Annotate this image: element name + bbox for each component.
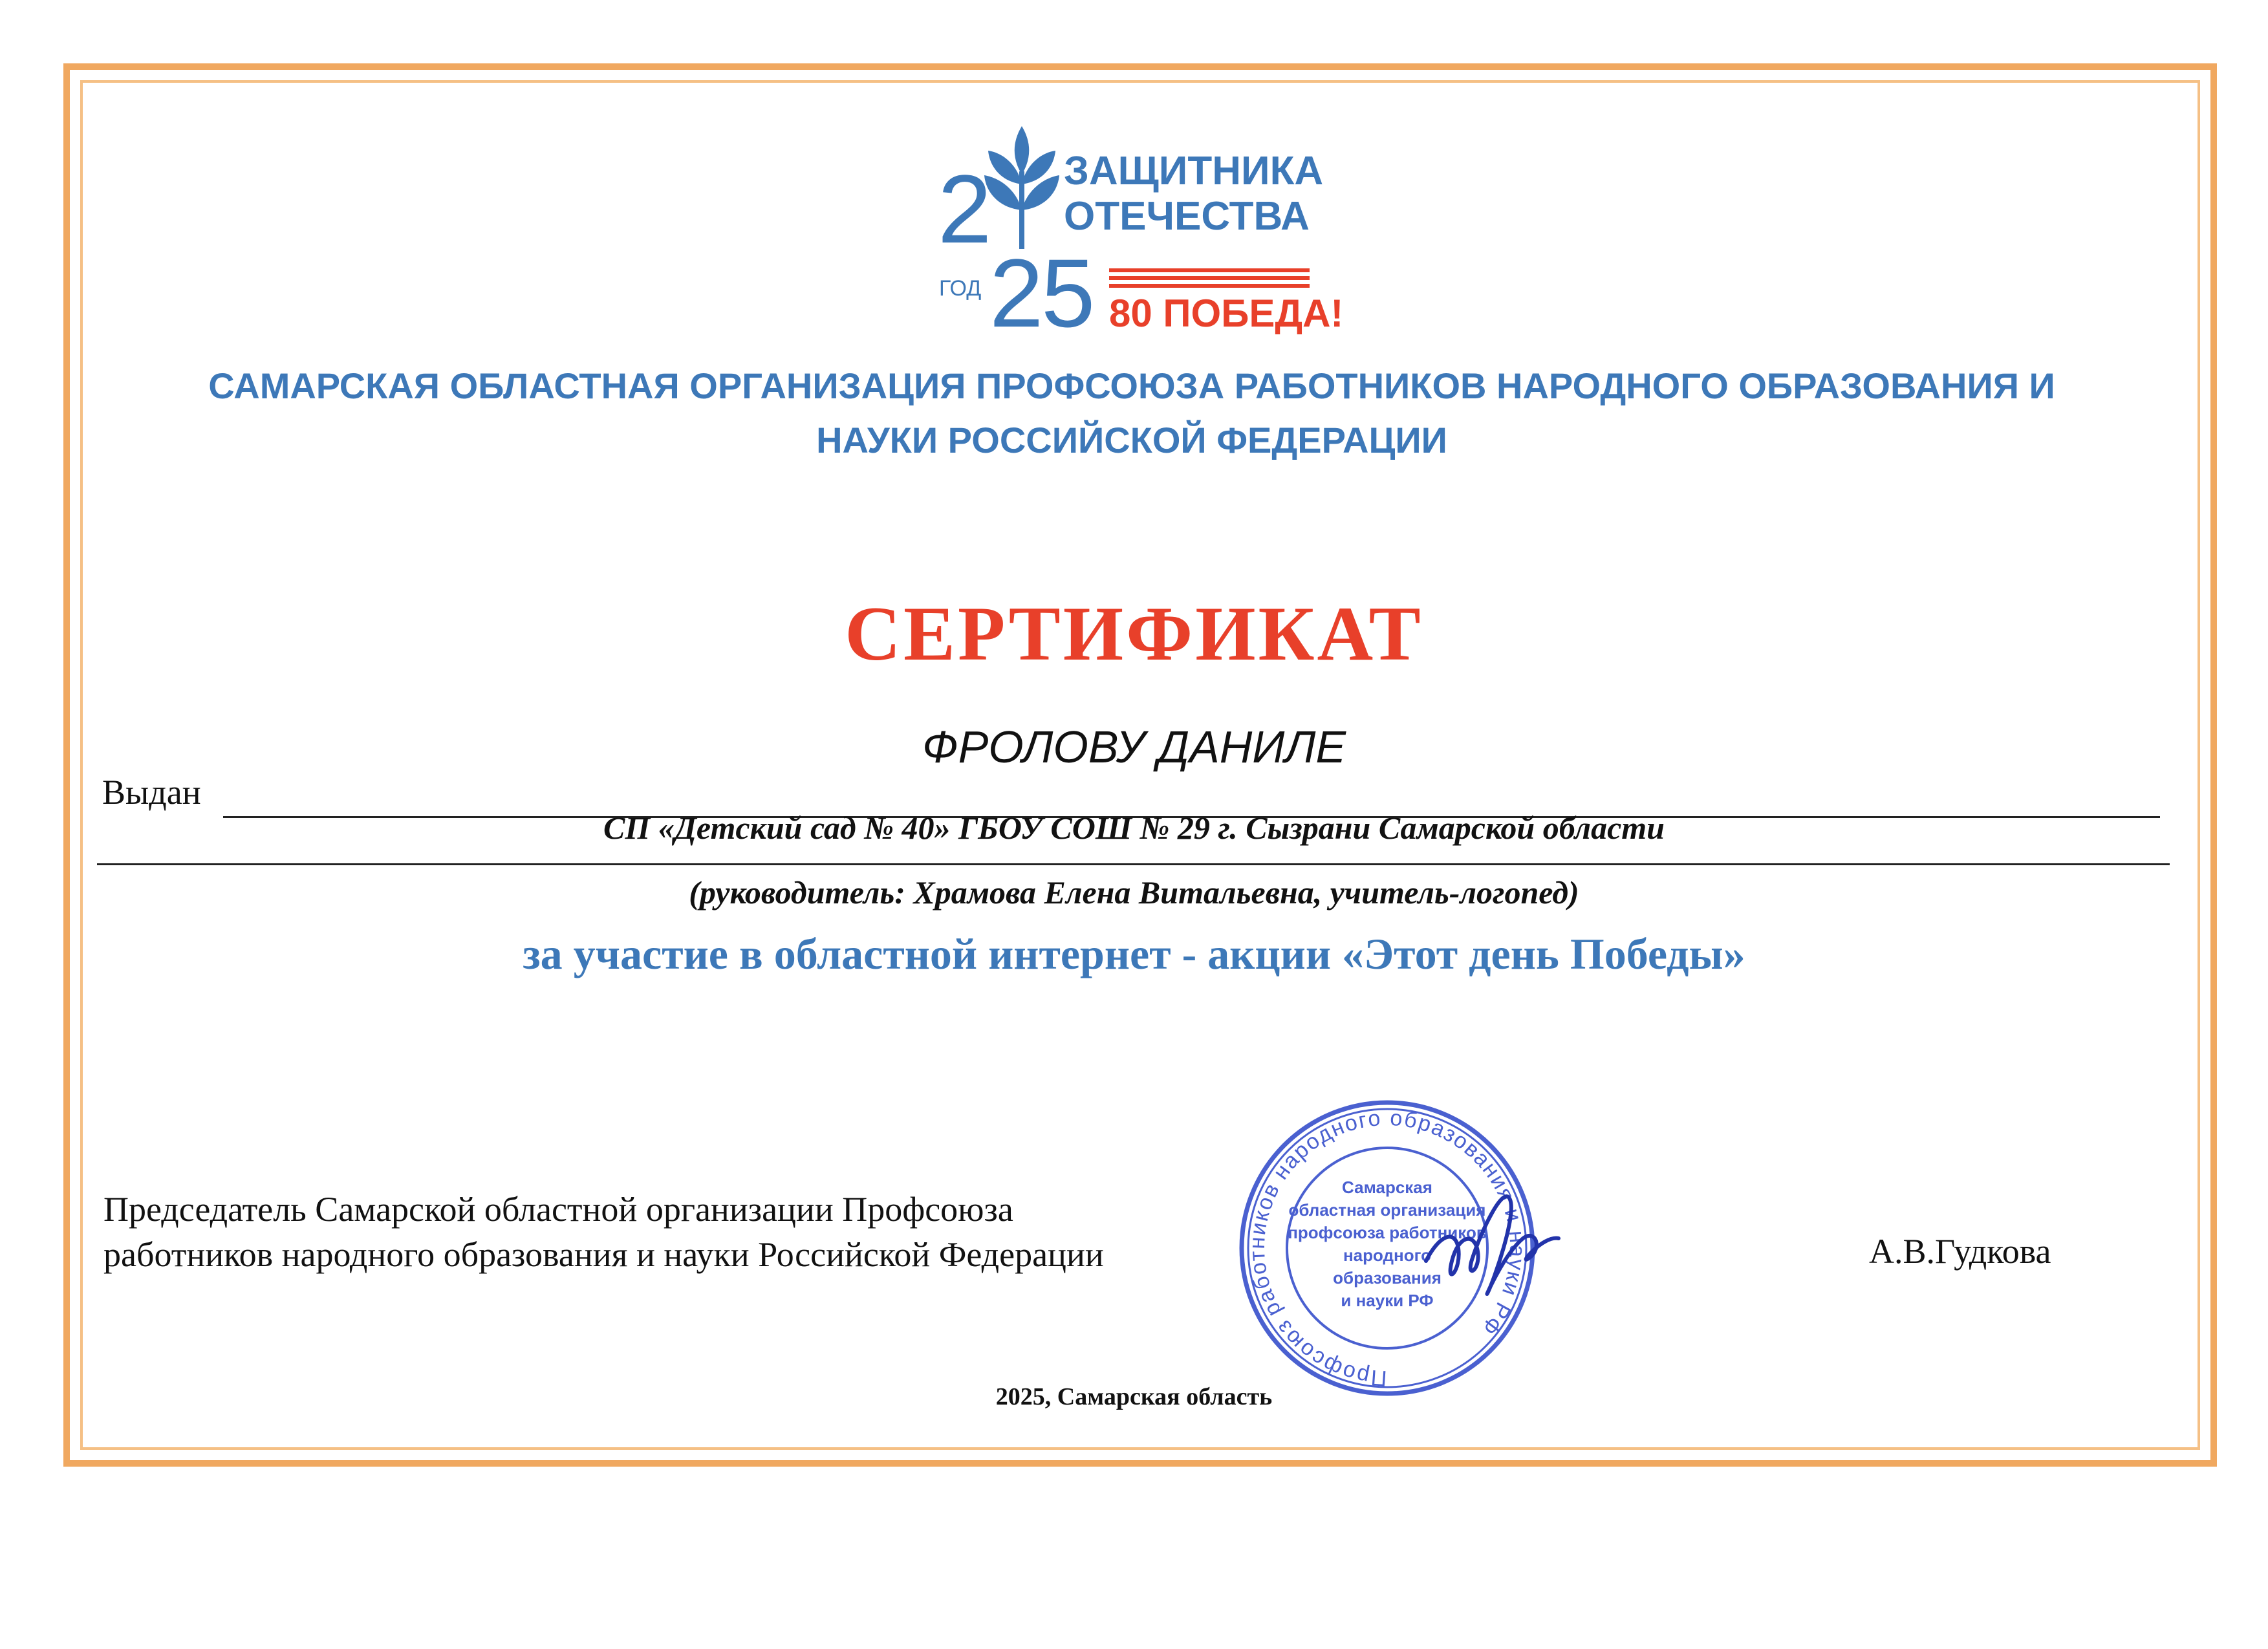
logo-year-word: ГОД [939, 276, 982, 301]
logo-digit-2-bottom: 2 [989, 239, 1044, 346]
stamp-center-line3: профсоюза работников [1288, 1223, 1487, 1242]
institution-name: СП «Детский сад № 40» ГБОУ СОШ № 29 г. Сызрани Самарской области [603, 810, 1665, 846]
stamp-center-line5: образования [1333, 1268, 1442, 1288]
stamp-center-line1: Самарская [1342, 1178, 1432, 1197]
chairman-title-line2: работников народного образования и науки Российской Федерации [103, 1235, 1104, 1274]
logo-victory-text: 80 ПОБЕДА! [1109, 292, 1344, 335]
supervisor-info: (руководитель: Храмова Елена Витальевна, учитель-логопед) [689, 874, 1579, 911]
chairman-name: А.В.Гудкова [1869, 1232, 2051, 1271]
stamp-ring-text: Профсоюз работников народного образования и науки РФ [1244, 1105, 1530, 1391]
logo-digit-2: 2 [938, 155, 992, 263]
organization-title-line2: НАУКИ РОССИЙСКОЙ ФЕДЕРАЦИИ [816, 420, 1447, 460]
issued-label: Выдан [102, 773, 201, 812]
recipient-name: ФРОЛОВУ ДАНИЛЕ [922, 722, 1346, 772]
organization-title-line1: САМАРСКАЯ ОБЛАСТНАЯ ОРГАНИЗАЦИЯ ПРОФСОЮЗА РАБОТНИКОВ НАРОДНОГО ОБРАЗОВАНИЯ И [208, 365, 2055, 406]
logo-stripes [1109, 268, 1310, 288]
organization-title [149, 359, 2115, 468]
certificate-title: СЕРТИФИКАТ [845, 590, 1423, 676]
stamp-center-line6: и науки РФ [1341, 1291, 1434, 1310]
logo-digit-5: 5 [1041, 239, 1096, 346]
institution-underline [97, 863, 2170, 865]
chairman-title [103, 1187, 1268, 1277]
logo-fatherland-text: ОТЕЧЕСТВА [1064, 194, 1310, 239]
stamp-center-line2: областная организация [1288, 1200, 1486, 1220]
official-stamp [1232, 1093, 1594, 1403]
stamp-center-line4: народного [1343, 1245, 1432, 1265]
year-2025-logo [925, 113, 1377, 346]
wheat-sprout-icon [984, 126, 1059, 249]
footer-place-year: 2025, Самарская область [995, 1383, 1273, 1410]
logo-defender-text: ЗАЩИТНИКА [1064, 149, 1324, 193]
award-reason: за участие в областной интернет - акции «Этот день Победы» [523, 929, 1745, 978]
chairman-title-line1: Председатель Самарской областной организации Профсоюза [103, 1190, 1013, 1229]
